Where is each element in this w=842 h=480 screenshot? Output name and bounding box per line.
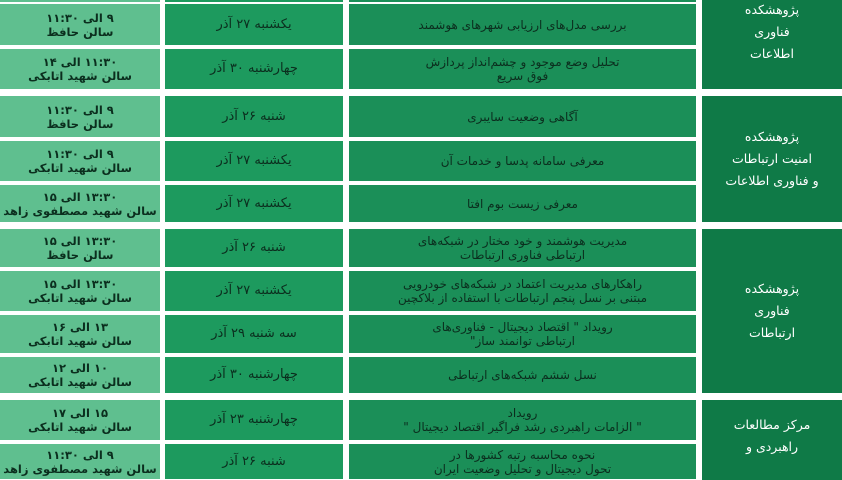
session-venue: سالن شهید اتابکی — [28, 161, 132, 175]
session-venue: سالن شهید اتابکی — [28, 291, 132, 305]
session-time: ۱۳ الی ۱۶ — [52, 320, 108, 334]
session-title-line: نحوه محاسبه رتبه کشورها در — [449, 447, 596, 462]
session-time: ۱۵ الی ۱۷ — [52, 406, 108, 420]
date-cell — [165, 357, 343, 393]
institute-name-line: فناوری — [754, 303, 790, 318]
group-separator — [0, 89, 842, 96]
time-cell — [0, 357, 160, 393]
institute-name-line: امنیت ارتباطات — [731, 151, 813, 166]
session-venue: سالن شهید اتابکی — [28, 334, 132, 348]
session-time: ۱۳:۳۰ الی ۱۵ — [42, 189, 118, 204]
session-date: چهارشنبه ۳۰ آذر — [210, 367, 298, 382]
session-title-line: رویداد — [507, 406, 538, 420]
session-title-line: " الزامات راهبردی رشد فراگیر اقتصاد دیجیتال " — [403, 420, 642, 434]
date-cell — [165, 141, 343, 181]
date-cell — [165, 0, 343, 2]
session-title-cell — [349, 4, 696, 45]
institute-name-line: فناوری — [754, 24, 790, 39]
session-title-line: ارتباطی فناوری ارتباطات — [459, 248, 586, 262]
institute-cell — [702, 0, 842, 89]
session-venue: سالن حافظ — [46, 24, 114, 39]
time-cell — [0, 4, 160, 45]
session-title-line: نسل ششم شبکه‌های ارتباطی — [448, 368, 597, 382]
session-title-cell — [349, 400, 696, 440]
session-venue: سالن شهید اتابکی — [28, 375, 132, 389]
institute-cell — [702, 96, 842, 222]
date-cell — [165, 185, 343, 222]
institute-name-line: پژوهشکده — [744, 2, 800, 17]
session-title-cell — [349, 185, 696, 222]
session-venue: سالن شهید اتابکی — [28, 420, 132, 434]
session-date: شنبه ۲۶ آذر — [222, 453, 286, 469]
time-cell — [0, 444, 160, 479]
session-time: ۹ الی ۱۱:۳۰ — [46, 10, 114, 25]
date-cell — [165, 400, 343, 440]
session-date: یکشنبه ۲۷ آذر — [216, 195, 292, 211]
time-cell — [0, 185, 160, 222]
session-venue: سالن شهید مصطفوی زاهد — [3, 203, 157, 218]
institute-cell — [702, 229, 842, 393]
session-venue: سالن حافظ — [46, 116, 114, 131]
date-cell — [165, 315, 343, 353]
session-title-cell — [349, 271, 696, 311]
time-cell — [0, 271, 160, 311]
session-title-cell — [349, 0, 696, 2]
institute-name-line: راهبردی و — [745, 439, 799, 454]
session-date: سه شنبه ۲۹ آذر — [211, 326, 297, 341]
session-title-cell — [349, 444, 696, 479]
session-title-cell — [349, 315, 696, 353]
session-title-line: معرفی سامانه پدسا و خدمات آن — [440, 154, 605, 168]
institute-name-line: مرکز مطالعات — [733, 417, 811, 432]
session-title-line: رویداد " اقتصاد دیجیتال - فناوری‌های — [432, 320, 613, 334]
date-cell — [165, 49, 343, 89]
session-date: چهارشنبه ۲۳ آذر — [210, 412, 298, 427]
session-venue: سالن شهید مصطفوی زاهد — [3, 461, 157, 476]
session-time: ۹ الی ۱۱:۳۰ — [46, 102, 114, 117]
session-title-cell — [349, 229, 696, 267]
date-cell — [165, 271, 343, 311]
session-time: ۱۱:۳۰ الی ۱۴ — [42, 55, 118, 69]
session-title-line: مدیریت هوشمند و خود مختار در شبکه‌های — [417, 234, 628, 248]
session-date: یکشنبه ۲۷ آذر — [216, 16, 292, 32]
institute-cell — [702, 400, 842, 480]
institute-name-line: ارتباطات — [748, 325, 796, 340]
session-date: یکشنبه ۲۷ آذر — [216, 153, 292, 168]
session-time: ۹ الی ۱۱:۳۰ — [46, 147, 114, 161]
session-date: چهارشنبه ۳۰ آذر — [210, 61, 298, 76]
session-time: ۱۳:۳۰ الی ۱۵ — [42, 277, 118, 291]
session-title-line: آگاهی وضعیت سایبری — [467, 109, 578, 124]
time-cell — [0, 96, 160, 137]
session-title-line: معرفی زیست بوم افتا — [467, 196, 578, 211]
session-date: شنبه ۲۶ آذر — [222, 240, 286, 255]
session-title-cell — [349, 141, 696, 181]
date-cell — [165, 4, 343, 45]
session-title-line: راهکارهای مدیریت اعتماد در شبکه‌های خودرویی — [403, 277, 642, 291]
date-cell — [165, 96, 343, 137]
session-time: ۹ الی ۱۱:۳۰ — [46, 447, 114, 462]
time-cell — [0, 141, 160, 181]
institute-name-line: اطلاعات — [750, 46, 794, 61]
time-cell — [0, 0, 160, 2]
institute-name-line: و فناوری اطلاعات — [725, 173, 819, 188]
session-title-line: ارتباطی توانمند ساز" — [469, 334, 576, 348]
group-separator — [0, 393, 842, 400]
session-title-line: تحول دیجیتال و تحلیل وضعیت ایران — [433, 461, 612, 476]
session-time: ۱۳:۳۰ الی ۱۵ — [42, 234, 118, 248]
date-cell — [165, 444, 343, 479]
time-cell — [0, 400, 160, 440]
session-title-line: بررسی مدل‌های ارزیابی شهرهای هوشمند — [418, 17, 627, 32]
session-title-line: فوق سریع — [496, 69, 549, 83]
session-date: شنبه ۲۶ آذر — [222, 108, 286, 124]
session-title-cell — [349, 49, 696, 89]
session-venue: سالن حافظ — [46, 248, 114, 262]
session-time: ۱۰ الی ۱۲ — [52, 361, 108, 375]
session-title-line: تحلیل وضع موجود و چشم‌انداز پردازش — [425, 55, 620, 69]
session-title-cell — [349, 357, 696, 393]
session-date: یکشنبه ۲۷ آذر — [216, 283, 292, 298]
session-title-cell — [349, 96, 696, 137]
time-cell — [0, 49, 160, 89]
institute-name-line: پژوهشکده — [744, 281, 800, 296]
session-title-line: مبتنی بر نسل پنجم ارتباطات با استفاده از بلاکچین — [397, 291, 648, 305]
group-separator — [0, 222, 842, 229]
session-venue: سالن شهید اتابکی — [28, 69, 132, 83]
time-cell — [0, 229, 160, 267]
time-cell — [0, 315, 160, 353]
date-cell — [165, 229, 343, 267]
institute-name-line: پژوهشکده — [744, 129, 800, 144]
